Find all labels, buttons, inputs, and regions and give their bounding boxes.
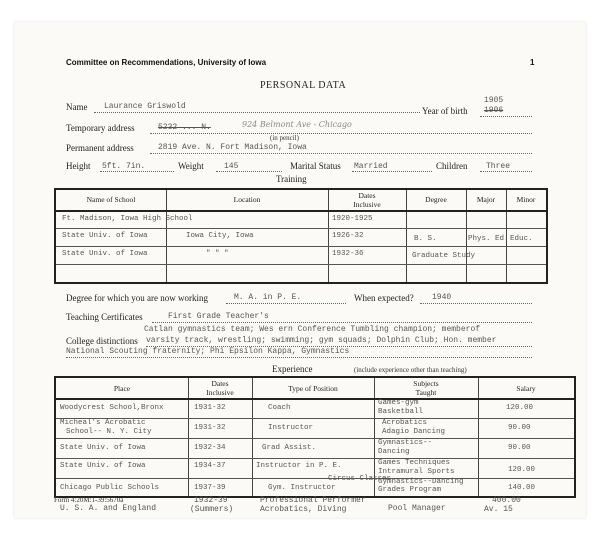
perm-address-value: 2819 Ave. N. Fort Madison, Iowa bbox=[158, 143, 307, 152]
th-dates-1: Dates bbox=[358, 191, 376, 200]
extra-row-position-1: Professional Performer bbox=[260, 496, 366, 505]
extra-row-place: U. S. A. and England bbox=[60, 504, 157, 513]
exp-row-5-place: Chicago Public Schools bbox=[60, 484, 160, 492]
extra-row-salary-2: Av. 15 bbox=[484, 505, 513, 514]
exp-row-5-position: Gym. Instructor bbox=[268, 484, 336, 492]
experience-note: (include experience other than teaching) bbox=[354, 366, 467, 374]
form-number: Form 4:20M:1-39:5670a bbox=[54, 496, 124, 504]
exp-row-3-subj-1: Gymnastics-- bbox=[378, 439, 433, 447]
expected-line bbox=[420, 303, 532, 304]
document-page bbox=[14, 22, 586, 518]
exp-row-5-subj-2: Grades Program bbox=[378, 486, 442, 494]
th-salary: Salary bbox=[516, 384, 536, 393]
exp-row-2-salary: 90.00 bbox=[508, 424, 531, 432]
certificates-line bbox=[152, 322, 532, 323]
th-subjects-2: Taught bbox=[415, 388, 437, 397]
th-exp-dates-2: Inclusive bbox=[206, 388, 234, 397]
training-table bbox=[54, 188, 548, 284]
expected-label: When expected? bbox=[354, 293, 414, 303]
exp-row-3-salary: 90.00 bbox=[508, 444, 531, 452]
th-exp-dates-1: Dates bbox=[211, 379, 229, 388]
exp-row-4-dates: 1934-37 bbox=[194, 462, 226, 470]
exp-row-4-position: Instructor in P. E. bbox=[256, 462, 342, 470]
th-major: Major bbox=[476, 195, 496, 204]
exp-row-2-position: Instructor bbox=[268, 424, 314, 432]
distinctions-line-lower bbox=[66, 357, 532, 358]
children-line bbox=[480, 171, 532, 172]
marital-value: Married bbox=[354, 162, 388, 171]
year-birth-line bbox=[480, 116, 532, 117]
certificates-label: Teaching Certificates bbox=[66, 312, 143, 322]
training-row-1-school: Ft. Madison, Iowa High School bbox=[62, 215, 193, 223]
exp-row-1-dates: 1931-32 bbox=[194, 404, 226, 412]
exp-row-2-place-1: Micheal's Acrobatic bbox=[60, 419, 146, 427]
weight-line bbox=[216, 171, 282, 172]
th-dates-2: Inclusive bbox=[353, 200, 381, 209]
page-title: PERSONAL DATA bbox=[260, 80, 347, 91]
children-value: Three bbox=[486, 162, 511, 171]
th-minor: Minor bbox=[516, 195, 536, 204]
extra-row-position-2: Acrobatics, Diving bbox=[260, 505, 347, 514]
exp-row-3-dates: 1932-34 bbox=[194, 444, 226, 452]
th-place: Place bbox=[113, 384, 131, 393]
training-row-3-location: " " " bbox=[206, 250, 229, 258]
distinctions-line-3: National Scouting fraternity; Phi Epsilon Kappa, Gymnastics bbox=[66, 347, 350, 356]
exp-row-1-place: Woodycrest School,Bronx bbox=[60, 404, 164, 412]
exp-row-2-subj-2: Adagio Dancing bbox=[382, 428, 446, 436]
degree-working-line bbox=[226, 303, 346, 304]
year-birth-correction: 1905 bbox=[484, 96, 504, 105]
degree-working-label: Degree for which you are now working bbox=[66, 293, 208, 303]
weight-value: 145 bbox=[224, 162, 239, 171]
name-value: Laurance Griswold bbox=[104, 102, 186, 111]
marital-line bbox=[352, 171, 432, 172]
exp-row-2-place-2: School-- N. Y. City bbox=[66, 428, 152, 436]
extra-row-dates-2: (Summers) bbox=[190, 505, 234, 514]
marital-label: Marital Status bbox=[290, 161, 341, 171]
exp-row-1-subj-1: Games-gym bbox=[378, 399, 419, 407]
children-label: Children bbox=[436, 161, 468, 171]
exp-row-1-salary: 120.00 bbox=[506, 404, 534, 412]
exp-row-4-place: State Univ. of Iowa bbox=[60, 462, 146, 470]
exp-row-5-subj-1: Gymnastics--Dancing bbox=[378, 478, 464, 486]
training-row-1-dates: 1920-1925 bbox=[332, 215, 373, 223]
experience-table bbox=[54, 376, 576, 498]
extra-row-salary-1: 400.00 bbox=[492, 496, 521, 505]
training-row-2-dates: 1926-32 bbox=[332, 232, 364, 240]
training-row-2-location: Iowa City, Iowa bbox=[186, 232, 254, 240]
exp-row-2-dates: 1931-32 bbox=[194, 424, 226, 432]
page-number: 1 bbox=[530, 58, 535, 67]
exp-row-3-subj-2: Dancing bbox=[378, 448, 410, 456]
exp-row-1-position: Coach bbox=[268, 404, 291, 412]
training-row-2-minor: Educ. bbox=[510, 235, 533, 243]
temp-address-label: Temporary address bbox=[66, 123, 135, 133]
in-pencil-note: (in pencil) bbox=[270, 134, 299, 142]
temp-address-struck: 5232 ... N. bbox=[158, 123, 211, 132]
training-row-3-dates: 1932-36 bbox=[332, 250, 364, 258]
training-row-2-major: Phys. Ed. bbox=[468, 235, 509, 243]
year-birth-label: Year of birth bbox=[422, 106, 468, 116]
degree-working-value: M. A. in P. E. bbox=[234, 293, 302, 302]
experience-title: Experience bbox=[272, 364, 313, 374]
name-label: Name bbox=[66, 102, 88, 112]
expected-value: 1940 bbox=[432, 293, 452, 302]
training-title: Training bbox=[276, 174, 307, 184]
height-label: Height bbox=[66, 161, 91, 171]
weight-label: Weight bbox=[178, 161, 204, 171]
name-line bbox=[94, 112, 420, 113]
exp-row-4-subj-1: Games Techniques bbox=[378, 459, 451, 467]
th-location: Location bbox=[233, 195, 261, 204]
distinctions-label: College distinctions bbox=[66, 336, 138, 346]
year-birth-value: 1906 bbox=[484, 106, 504, 115]
th-subjects-1: Subjects bbox=[413, 379, 439, 388]
committee-header: Committee on Recommendations, University of Iowa bbox=[66, 58, 267, 67]
th-position: Type of Position bbox=[288, 384, 338, 393]
exp-row-2-subj-1: Acrobatics bbox=[382, 419, 428, 427]
height-line bbox=[100, 171, 174, 172]
th-school: Name of School bbox=[86, 195, 136, 204]
extra-row-subjects: Pool Manager bbox=[388, 504, 446, 513]
exp-row-5-dates: 1937-39 bbox=[194, 484, 226, 492]
exp-row-5-salary: 140.00 bbox=[508, 484, 536, 492]
training-row-3-school: State Univ. of Iowa bbox=[62, 250, 148, 258]
distinctions-line-2: varsity track, wrestling; swimming; gym squads; Dolphin Club; Hon. member bbox=[146, 336, 497, 345]
circus-classes-note: Circus Classes bbox=[328, 475, 392, 483]
exp-row-3-place: State Univ. of Iowa bbox=[60, 444, 146, 452]
temp-address-line bbox=[150, 133, 532, 134]
exp-row-3-position: Grad Assist. bbox=[262, 444, 317, 452]
exp-row-4-salary: 120.00 bbox=[508, 466, 536, 474]
certificates-value: First Grade Teacher's bbox=[168, 312, 269, 321]
training-row-3-degree: Graduate Study bbox=[412, 252, 476, 260]
perm-address-line bbox=[150, 153, 532, 154]
training-row-2-degree: B. S. bbox=[414, 235, 437, 243]
th-degree: Degree bbox=[425, 195, 447, 204]
distinctions-line-1: Catlan gymnastics team; Wes ern Conference Tumbling champion; memberof bbox=[144, 325, 481, 334]
temp-address-pencil: 924 Belmont Ave - Chicago bbox=[242, 120, 352, 129]
height-value: 5ft. 7in. bbox=[102, 162, 146, 171]
extra-row-dates-1: 1932-39 bbox=[194, 496, 228, 505]
exp-row-1-subj-2: Basketball bbox=[378, 408, 424, 416]
training-row-2-school: State Univ. of Iowa bbox=[62, 232, 148, 240]
exp-row-4-subj-2: Intramural Sports bbox=[378, 468, 455, 476]
perm-address-label: Permanent address bbox=[66, 143, 134, 153]
